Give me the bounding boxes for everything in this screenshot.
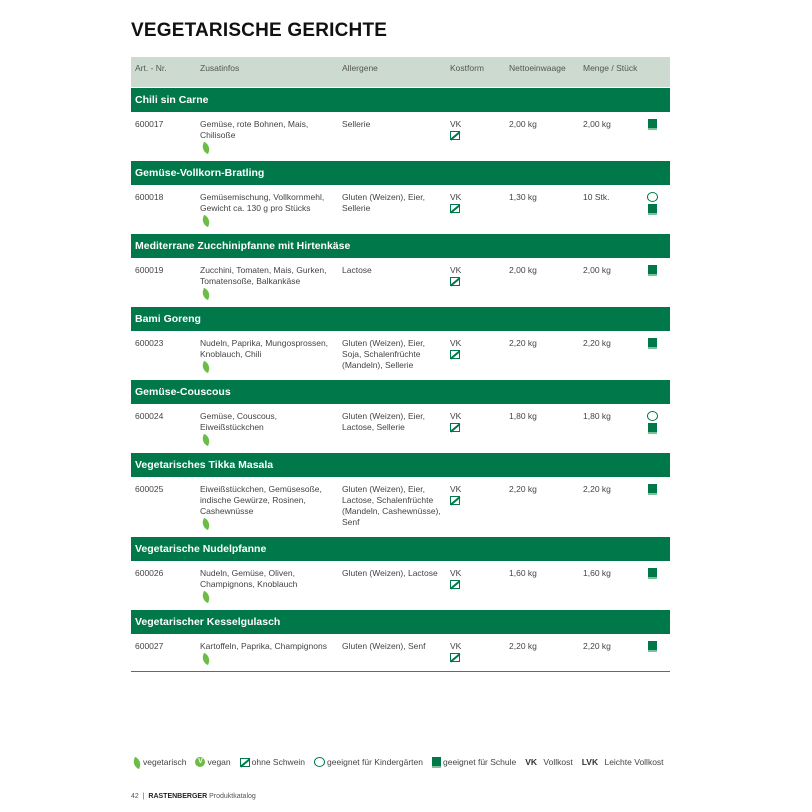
product-info: Nudeln, Gemüse, Oliven, Champignons, Knoblauch <box>200 568 298 589</box>
col-art-nr: Art. - Nr. <box>135 63 167 73</box>
net-weight: 1,80 kg <box>509 411 537 421</box>
allergens: Sellerie <box>342 119 371 129</box>
table-row <box>131 112 670 160</box>
legend-school: geeignet für Schule <box>442 757 517 767</box>
legend <box>131 756 664 768</box>
no-pork-icon <box>450 277 460 286</box>
table-row <box>131 477 670 536</box>
no-pork-icon <box>450 204 460 213</box>
no-pork-icon <box>450 653 460 662</box>
allergens: Gluten (Weizen), Lactose <box>342 568 438 578</box>
school-book-icon <box>648 423 657 434</box>
school-book-icon <box>648 265 657 276</box>
product-info: Zucchini, Tomaten, Mais, Gurken, Tomatensoße, Balkankäse <box>200 265 327 286</box>
vegetarian-leaf-icon <box>201 518 212 530</box>
table-row <box>131 404 670 452</box>
table-row <box>131 561 670 609</box>
page-number: 42 <box>131 793 139 800</box>
kindergarten-icon <box>647 192 658 202</box>
vegetarian-leaf-icon <box>132 757 143 769</box>
net-weight: 1,30 kg <box>509 192 537 202</box>
no-pork-icon <box>450 496 460 505</box>
legend-vk: Vollkost <box>543 757 573 767</box>
col-nettoeinwaage: Nettoeinwaage <box>509 63 566 73</box>
legend-vegetarian: vegetarisch <box>143 757 187 767</box>
quantity: 2,20 kg <box>583 641 611 651</box>
no-pork-icon <box>450 350 460 359</box>
product-title: Vegetarisches Tikka Masala <box>131 452 670 477</box>
article-number: 600018 <box>135 192 164 202</box>
quantity: 2,20 kg <box>583 484 611 494</box>
page-title: VEGETARISCHE GERICHTE <box>131 20 388 41</box>
quantity: 1,60 kg <box>583 568 611 578</box>
net-weight: 2,00 kg <box>509 119 537 129</box>
product-info: Gemüse, Couscous, Eiweißstückchen <box>200 411 278 432</box>
product-info: Gemüse, rote Bohnen, Mais, Chilisoße <box>200 119 309 140</box>
school-book-icon <box>432 757 441 768</box>
quantity: 1,80 kg <box>583 411 611 421</box>
allergens: Gluten (Weizen), Senf <box>342 641 426 651</box>
kostform: VK <box>450 338 462 348</box>
no-pork-icon <box>450 131 460 140</box>
vegan-icon: V <box>195 757 205 767</box>
kostform: VK <box>450 119 462 129</box>
quantity: 2,20 kg <box>583 338 611 348</box>
footer-brand: RASTENBERGER <box>148 793 208 800</box>
col-menge: Menge / Stück <box>583 63 638 73</box>
footer-label: Produktkatalog <box>209 793 256 800</box>
vegetarian-leaf-icon <box>201 653 212 665</box>
col-kostform: Kostform <box>450 63 485 73</box>
article-number: 600023 <box>135 338 164 348</box>
kostform: VK <box>450 192 462 202</box>
product-info: Eiweißstückchen, Gemüsesoße, indische Gewürze, Rosinen, Cashewnüsse <box>200 484 322 516</box>
vegetarian-leaf-icon <box>201 591 212 603</box>
allergens: Gluten (Weizen), Eier, Sellerie <box>342 192 425 213</box>
footer <box>131 793 256 800</box>
product-title: Bami Goreng <box>131 306 670 331</box>
quantity: 10 Stk. <box>583 192 610 202</box>
product-title: Chili sin Carne <box>131 87 670 112</box>
legend-lvk: Leichte Vollkost <box>604 757 664 767</box>
net-weight: 2,20 kg <box>509 484 537 494</box>
legend-vegan: vegan <box>207 757 231 767</box>
vegetarian-leaf-icon <box>201 142 212 154</box>
net-weight: 2,20 kg <box>509 338 537 348</box>
kindergarten-icon <box>314 757 325 767</box>
product-title: Gemüse-Vollkorn-Bratling <box>131 160 670 185</box>
product-title: Gemüse-Couscous <box>131 379 670 404</box>
school-book-icon <box>648 204 657 215</box>
net-weight: 2,20 kg <box>509 641 537 651</box>
net-weight: 2,00 kg <box>509 265 537 275</box>
allergens: Gluten (Weizen), Eier, Lactose, Schalenfrüchte (Mandeln, Cashewnüsse), Senf <box>342 484 441 527</box>
article-number: 600025 <box>135 484 164 494</box>
kostform: VK <box>450 641 462 651</box>
vegetarian-leaf-icon <box>201 434 212 446</box>
product-title: Mediterrane Zucchinipfanne mit Hirtenkäse <box>131 233 670 258</box>
product-info: Gemüsemischung, Vollkornmehl, Gewicht ca. 130 g pro Stücks <box>200 192 325 213</box>
kostform: VK <box>450 484 462 494</box>
quantity: 2,00 kg <box>583 119 611 129</box>
net-weight: 1,60 kg <box>509 568 537 578</box>
legend-no-pork: ohne Schwein <box>251 757 306 767</box>
school-book-icon <box>648 338 657 349</box>
product-title: Vegetarische Nudelpfanne <box>131 536 670 561</box>
allergens: Gluten (Weizen), Eier, Lactose, Sellerie <box>342 411 425 432</box>
kostform: VK <box>450 568 462 578</box>
col-allergene: Allergene <box>342 63 378 73</box>
article-number: 600019 <box>135 265 164 275</box>
school-book-icon <box>648 484 657 495</box>
article-number: 600026 <box>135 568 164 578</box>
article-number: 600017 <box>135 119 164 129</box>
legend-vk-abbr: VK <box>525 757 538 767</box>
school-book-icon <box>648 568 657 579</box>
no-pork-icon <box>450 580 460 589</box>
no-pork-icon <box>240 758 250 767</box>
product-info: Kartoffeln, Paprika, Champignons <box>200 641 327 651</box>
table-row <box>131 185 670 233</box>
school-book-icon <box>648 641 657 652</box>
table-row <box>131 331 670 379</box>
product-table <box>131 57 670 672</box>
allergens: Gluten (Weizen), Eier, Soja, Schalenfrüchte (Mandeln), Sellerie <box>342 338 425 370</box>
vegetarian-leaf-icon <box>201 361 212 373</box>
school-book-icon <box>648 119 657 130</box>
footer-separator: | <box>142 793 145 800</box>
legend-kindergarten: geeignet für Kindergärten <box>327 757 423 767</box>
product-info: Nudeln, Paprika, Mungosprossen, Knoblauch, Chili <box>200 338 329 359</box>
kostform: VK <box>450 411 462 421</box>
allergens: Lactose <box>342 265 372 275</box>
no-pork-icon <box>450 423 460 432</box>
legend-lvk-abbr: LVK <box>581 757 599 767</box>
col-zusatinfos: Zusatinfos <box>200 63 240 73</box>
table-header <box>131 57 670 87</box>
article-number: 600024 <box>135 411 164 421</box>
product-title: Vegetarischer Kesselgulasch <box>131 609 670 634</box>
table-row <box>131 634 670 671</box>
kostform: VK <box>450 265 462 275</box>
kindergarten-icon <box>647 411 658 421</box>
article-number: 600027 <box>135 641 164 651</box>
vegetarian-leaf-icon <box>201 288 212 300</box>
quantity: 2,00 kg <box>583 265 611 275</box>
vegetarian-leaf-icon <box>201 215 212 227</box>
table-row <box>131 258 670 306</box>
